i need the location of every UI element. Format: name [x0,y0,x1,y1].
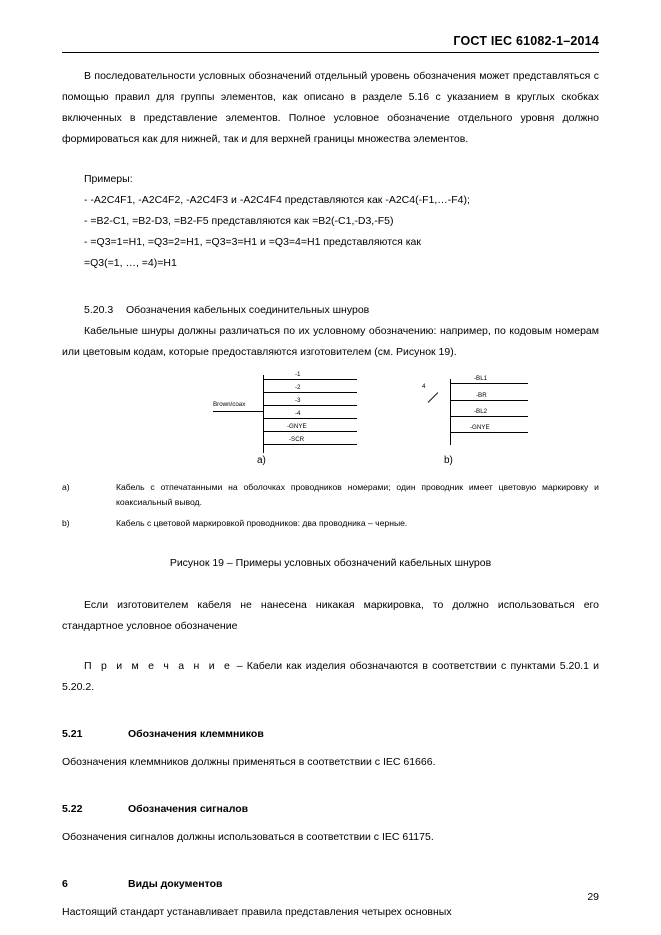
conductor-count-label: 4 [422,383,426,390]
figure-caption-a [62,480,599,510]
conductor-label: -3 [295,397,301,404]
paragraph-signals: Обозначения сигналов должны использоваться в соответствии с IEC 61175. [62,831,434,843]
figure-caption-a-text: Кабель с отпечатанными на оболочках проводников номерами; один проводник имеет цветовую маркировку и коаксиальный вывод. [116,482,599,507]
section-5-21-title: Обозначения клеммников [128,728,264,740]
spacer [62,469,599,480]
conductor-line [450,400,528,401]
paragraph-terminal-blocks: Обозначения клеммников должны применяться в соответствии с IEC 61666. [62,756,436,768]
section-5-22-number: 5.22 [62,803,83,815]
spacer [62,531,599,557]
section-6-title: Виды документов [128,878,223,890]
conductor-label: -BL1 [474,375,488,382]
section-5-20-3-number: 5.20.3 [84,304,114,316]
section-5-20-3-title: Обозначения кабельных соединительных шнуров [126,304,370,316]
conductor-line [263,392,357,393]
figure-a-side-label: Brown/coax [213,401,246,408]
figure-caption-b-text: Кабель с цветовой маркировкой проводников: два проводника – черные. [116,518,408,528]
spacer [62,569,599,595]
section-6-heading [62,874,599,895]
conductor-line [263,379,357,380]
conductor-label: -2 [295,384,301,391]
paragraph-document-kinds: Настоящий стандарт устанавливает правила представления четырех основных [62,906,452,918]
figure-a-caption: a) [257,455,266,466]
section-5-21-number: 5.21 [62,728,83,740]
incoming-lead-a [213,411,263,412]
conductor-label: -SCR [289,436,305,443]
spacer [62,773,599,799]
cable-sheath-line-a [263,375,264,453]
figure-b-caption: b) [444,455,453,466]
note-text: – Кабели как изделия обозначаются в соответствии с пунктами 5.20.1 и 5.20.2. [62,660,600,693]
example-1: - -A2C4F1, -A2C4F2, -A2C4F3 и -A2C4F4 представляются как -A2C4(-F1,…-F4); [84,194,470,206]
conductor-label: -GNYE [287,423,307,430]
cable-sheath-line-b [450,379,451,445]
conductor-label: -4 [295,410,301,417]
figure-19-part-b [402,371,532,466]
conductor-line [450,383,528,384]
conductor-label: -1 [295,371,301,378]
conductor-line [263,444,357,445]
section-6-number: 6 [62,878,68,890]
note-block [62,656,599,698]
conductor-line [263,418,357,419]
example-4: =Q3(=1, …, =4)=H1 [84,257,177,269]
section-5-20-3-heading [62,300,599,321]
figure-caption-b [62,516,599,531]
example-3: - =Q3=1=H1, =Q3=2=H1, =Q3=3=H1 и =Q3=4=H1 представляются как [84,236,421,248]
spacer [62,848,599,874]
page-header: ГОСТ IEC 61082-1–2014 [453,34,599,48]
figure-19-title: Рисунок 19 – Примеры условных обозначений кабельных шнуров [169,557,492,569]
section-5-21-heading [62,724,599,745]
page-number: 29 [587,891,599,903]
spacer [62,698,599,724]
section-5-22-title: Обозначения сигналов [128,803,249,815]
section-5-22-heading [62,799,599,820]
note-label: П р и м е ч а н и е [84,660,233,672]
paragraph-cable-cords: Кабельные шнуры должны различаться по их условному обозначению: например, по кодовым номерам или цветовым кодам, которые предоставляются изготовителем (см. Рисунок 19). [62,325,599,358]
figure-19 [62,371,599,469]
figure-19-part-a [207,371,357,466]
paragraph-no-marking: Если изготовителем кабеля не нанесена никакая маркировка, то должно использоваться его стандартное условное обозначение [62,599,599,632]
spacer [62,637,599,656]
conductor-line [263,431,357,432]
conductor-label: -GNYE [470,424,490,431]
conductor-label: -BR [476,392,487,399]
header-divider [62,52,599,53]
spacer [62,274,599,300]
multi-conductor-slash [428,392,439,403]
spacer [62,150,599,169]
conductor-line [450,416,528,417]
paragraph-intro: В последовательности условных обозначений отдельный уровень обозначения может представляться с помощью правил для группы элементов, как описано в разделе 5.16 с указанием в круглых скобках включенных в представление элементов. Полное условное обозначение отдельного уровня должно формироваться как для нижней, так и для верхней границы множества элементов. [62,70,599,145]
examples-label: Примеры: [84,173,133,185]
conductor-line [263,405,357,406]
conductor-label: -BL2 [474,408,488,415]
figure-caption-b-label: b) [62,518,70,528]
figure-caption-a-label: a) [62,482,70,492]
example-2: - =B2-C1, =B2-D3, =B2-F5 представляются как =B2(-C1,-D3,-F5) [84,215,394,227]
conductor-line [450,432,528,433]
